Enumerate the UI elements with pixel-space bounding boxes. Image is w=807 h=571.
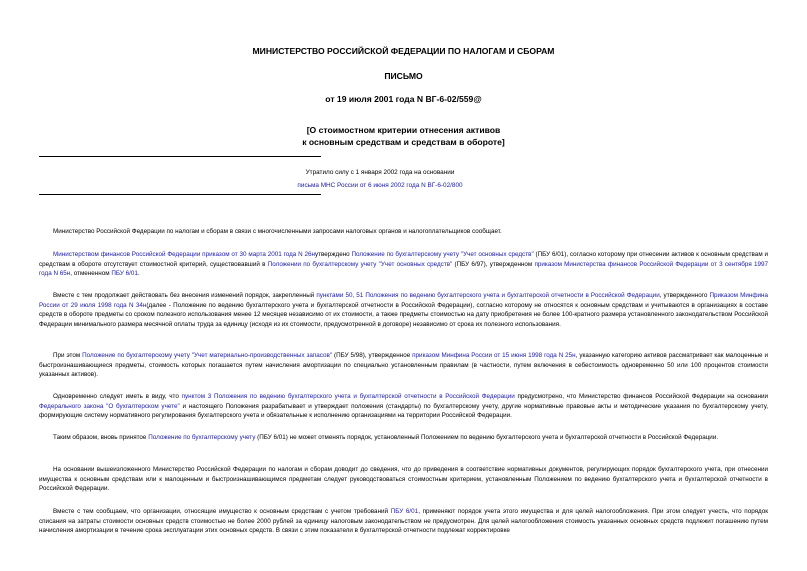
text: утверждено <box>315 251 352 258</box>
paragraph-6 <box>39 433 768 443</box>
paragraph-7 <box>39 465 768 494</box>
pbu-6-97-link[interactable]: Положении по бухгалтерскому учету "Учет основных средств" <box>267 260 453 268</box>
minfin-order-65n-link[interactable]: приказом Министерства финансов Российской Федерации от 3 сентября 1997 года N 65н <box>39 260 768 278</box>
text: , утвержденного <box>659 292 710 299</box>
text: (ПБУ 6/01), согласно которому при отнесении активов к основным средствам и средствам в обороте отсутствует стоимостной критерий, существовавший в <box>39 251 769 268</box>
ministry-heading: МИНИСТЕРСТВО РОССИЙСКОЙ ФЕДЕРАЦИИ ПО НАЛОГАМ И СБОРАМ <box>252 46 555 56</box>
paragraph-4 <box>39 351 768 380</box>
text: , указанную категорию активов рассматривает как малоценные и быстроизнашивающиеся предметы, стоимость которых погашается путем начисления амортизации по специально установленным правилам (в частности, путем включения в себестоимость одновременно 50 или 100 процентов стоимости указанных активов). <box>39 352 769 379</box>
paragraph-8 <box>39 507 768 536</box>
title-line-1: [О стоимостном критерии отнесения активов <box>306 125 501 135</box>
pbu-6-01-link[interactable]: Положение по бухгалтерскому учету "Учет основных средств" <box>351 251 534 258</box>
pbu-link[interactable]: Положение по бухгалтерскому учету <box>148 434 256 441</box>
text: . <box>137 270 140 278</box>
text: При этом <box>53 352 83 359</box>
minfin-order-25n-link[interactable]: приказом Минфина России от 15 июня 1998 года N 25н <box>412 352 576 359</box>
text: На основании вышеизложенного Министерство Российской Федерации по налогам и сборам доводит до сведения, что до приведения в соответствие нормативных документов, регулирующих порядок бухгалтерского учета, при отнесении имущества к основным средствам или к малоценным и быстроизнашивающимся предметам следует руководствоваться стоимостным критерием, установленным Положением по ведению бухгалтерского учета и бухгалтерской отчетности в Российской Федерации. <box>39 466 768 493</box>
minfin-order-link[interactable]: Министерством финансов Российской Федерации приказом от 30 марта 2001 года N 26н <box>53 251 315 258</box>
text: (ПБУ 6/97), утвержденном <box>452 260 535 268</box>
points-50-51-link[interactable]: пунктами 50, 51 Положения по ведению бухгалтерского учета и бухгалтерской отчетности в Российской Федерации <box>316 292 660 299</box>
text: , отмененном <box>70 270 112 278</box>
status-text: Утратило силу с 1 января 2002 года на основании <box>305 169 455 176</box>
document-title <box>0 124 807 148</box>
title-line-2: к основным средствам и средствам в обороте] <box>302 137 505 147</box>
text: (ПБУ 5/98), утвержденное <box>332 352 413 359</box>
federal-law-link[interactable]: Федерального закона "О бухгалтерском учете" <box>39 402 180 410</box>
text: Вместе с тем продолжает действовать без внесения изменений порядок, закрепленный <box>53 292 317 299</box>
text: Министерство Российской Федерации по налогам и сборам в связи с многочисленными запросами налоговых органов и налогоплательщиков сообщает. <box>53 228 502 235</box>
document-date-number: от 19 июля 2001 года N ВГ-6-02/559@ <box>325 94 482 104</box>
text: , применяют порядок учета этого имущества и для целей налогообложения. При этом следует учесть, что порядок списания на затраты стоимости основных средств стоимостью не более 2000 рублей за единицу налоговым законодательством не предусмотрен. Для целей налогообложения стоимость указанных основных средств подлежит погашению путем начисления амортизации в течение срока эксплуатации этих основных средств. В связи с этим показатели в бухгалтерской отчетности подлежат корректировке <box>39 508 768 535</box>
paragraph-2 <box>39 250 768 279</box>
divider-bottom <box>39 194 321 195</box>
minfin-order-34n-link[interactable]: Приказом Минфина России от 29 июля 1998 года N 34н <box>39 292 768 309</box>
text: (ПБУ 6/01) не может отменять порядок, установленный Положением по ведению бухгалтерского учета и бухгалтерской отчетности в Российской Федерации. <box>255 434 719 441</box>
status-link[interactable]: письма МНС России от 6 июня 2002 года N ВГ-6-02/800 <box>297 182 463 189</box>
pbu-5-98-link[interactable]: Положение по бухгалтерскому учету "Учет материально-производственных запасов" <box>82 352 333 359</box>
divider-top <box>39 156 321 157</box>
text: Вместе с тем сообщаем, что организации, относящие имущество к основным средствам с учетом требований <box>53 508 391 515</box>
text: (далее - Положение по ведению бухгалтерского учета и бухгалтерской отчетности в Российской Федерации), согласно которому не относятся к основным средствам и учитываются в организациях в составе средств в обороте предметы со сроком полезного использования менее 12 месяцев независимо от их стоимости, а также предметы стоимостью на дату приобретения не более 100-кратного размера установленного законодательством Российской Федерации минимального размера месячной оплаты труда за единицу (исходя из их стоимости, предусмотренной в договоре) независимо от срока их полезного использования. <box>39 301 768 328</box>
paragraph-3 <box>39 291 768 329</box>
pbu-6-01-short-link[interactable]: ПБУ 6/01 <box>111 270 138 278</box>
text: Таким образом, вновь принятое <box>53 434 149 441</box>
paragraph-5 <box>39 392 768 421</box>
paragraph-1 <box>39 227 768 237</box>
text: и настоящего Положения разрабатывает и утверждает положения (стандарты) по бухгалтерскому учету, другие нормативные правовые акты и методические указания по бухгалтерскому учету, формирующие систему нормативного регулирования бухгалтерского учета и обязательные к исполнению организациями на территории Российской Федерации. <box>39 402 769 420</box>
text: Одновременно следует иметь в виду, что <box>53 393 182 400</box>
status-note <box>280 166 480 192</box>
point-3-link[interactable]: пунктом 3 Положения по ведению бухгалтерского учета и бухгалтерской отчетности в Российской Федерации <box>181 393 515 400</box>
text: предусмотрено, что Министерство финансов Российской Федерации на основании <box>514 393 769 400</box>
document-type: ПИСЬМО <box>384 71 423 81</box>
pbu-6-01-ref-link[interactable]: ПБУ 6/01 <box>390 508 419 515</box>
